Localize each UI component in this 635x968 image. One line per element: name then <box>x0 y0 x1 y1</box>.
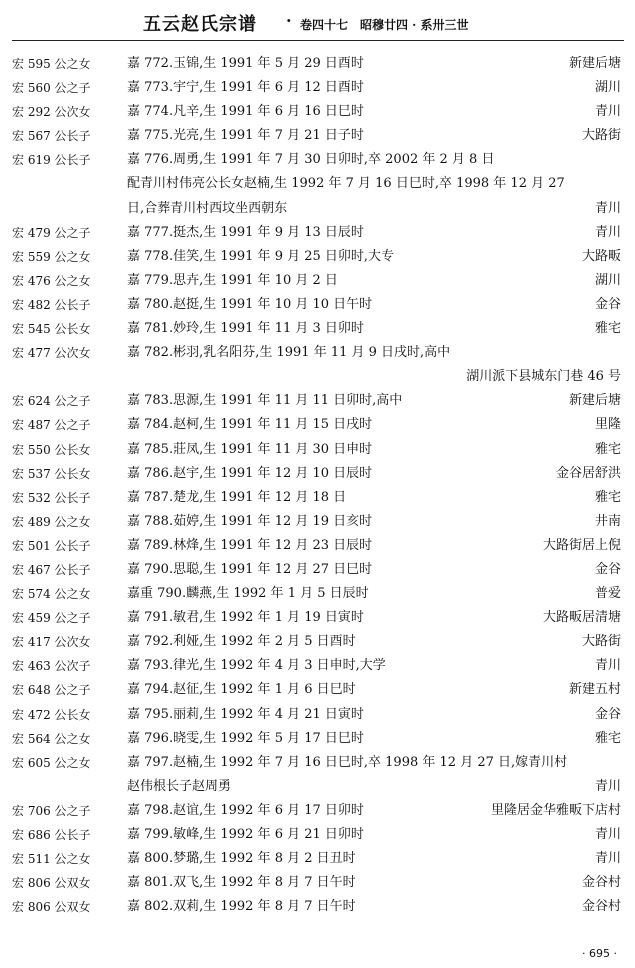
entry-row <box>0 751 635 775</box>
entry-row <box>0 413 635 437</box>
entry-text: 嘉 799.敏峰,生 1992 年 6 月 21 日卯时 <box>127 827 364 842</box>
entry-text: 赵伟根长子赵周勇 <box>127 778 232 794</box>
entry-row <box>0 895 635 919</box>
entry-row <box>0 727 635 751</box>
entry-row <box>0 438 635 462</box>
entry-text: 嘉 785.莊凤,生 1991 年 11 月 30 日申时 <box>127 441 373 457</box>
father-ref: 宏 459 公之子 <box>12 611 91 626</box>
entry-text: 嘉 774.凡辛,生 1991 年 6 月 16 日巳时 <box>127 104 364 120</box>
entry-text: 嘉 772.玉锦,生 1991 年 5 月 29 日酉时 <box>127 56 364 71</box>
entry-text: 嘉 789.林烽,生 1991 年 12 月 23 日辰时 <box>127 537 373 553</box>
entry-text: 嘉 788.茹婷,生 1991 年 12 月 19 日亥时 <box>127 513 373 529</box>
entry-text: 嘉 790.思聪,生 1991 年 12 月 27 日巳时 <box>127 561 373 577</box>
entry-row <box>0 148 635 172</box>
father-ref: 宏 648 公之子 <box>12 683 91 698</box>
father-ref: 宏 482 公长子 <box>12 297 91 312</box>
volume-subtitle: 卷四十七 昭穆廿四 · 系卅三世 <box>300 18 469 32</box>
entry-text: 嘉 777.挺杰,生 1991 年 9 月 13 日辰时 <box>127 224 364 240</box>
residence: 雅宅 <box>594 441 621 457</box>
father-ref: 宏 463 公次子 <box>12 659 91 674</box>
father-ref: 宏 624 公之子 <box>12 394 91 409</box>
father-ref: 宏 595 公之女 <box>12 57 91 71</box>
father-ref: 宏 472 公长女 <box>12 707 91 722</box>
entry-text: 嘉 778.佳笑,生 1991 年 9 月 25 日卯时,大专 <box>127 248 395 264</box>
residence: 金谷居舒洪 <box>555 465 621 481</box>
book-title: 五云赵氏宗谱 <box>143 14 257 35</box>
entry-row <box>0 823 635 847</box>
entry-row <box>0 197 635 221</box>
entry-row <box>0 221 635 245</box>
father-ref: 宏 467 公长子 <box>12 562 91 577</box>
residence: 大路街 <box>581 634 621 650</box>
entry-text: 嘉 784.赵柯,生 1991 年 11 月 15 日戌时 <box>127 417 373 433</box>
entry-row <box>0 365 635 389</box>
entry-row <box>0 510 635 534</box>
residence: 金谷 <box>594 296 621 312</box>
entry-row <box>0 486 635 510</box>
entry-row <box>0 558 635 582</box>
father-ref: 宏 489 公之女 <box>12 514 91 529</box>
genealogy-entries <box>0 52 635 919</box>
residence: 青川 <box>594 224 621 240</box>
entry-text: 嘉 796.晓雯,生 1992 年 5 月 17 日巳时 <box>127 730 364 746</box>
entry-row <box>0 582 635 606</box>
father-ref: 宏 550 公长女 <box>12 442 91 457</box>
residence: 青川 <box>594 658 621 674</box>
father-ref: 宏 560 公之子 <box>12 81 91 96</box>
father-ref: 宏 292 公次女 <box>12 105 91 120</box>
residence: 金谷村 <box>581 899 621 915</box>
entry-row <box>0 341 635 365</box>
entry-text: 嘉 793.律光,生 1992 年 4 月 3 日申时,大学 <box>127 658 386 674</box>
entry-row <box>0 317 635 341</box>
residence: 雅宅 <box>594 321 621 337</box>
father-ref: 宏 686 公长子 <box>12 828 91 842</box>
father-ref: 宏 476 公之女 <box>12 273 91 288</box>
residence: 金谷 <box>594 706 621 722</box>
residence: 新建后塘 <box>568 56 621 71</box>
residence: 湖川 <box>594 272 621 288</box>
father-ref: 宏 806 公双女 <box>12 876 91 891</box>
father-ref: 宏 574 公之女 <box>12 587 91 602</box>
entry-row <box>0 654 635 678</box>
entry-text: 嘉 797.赵楠,生 1992 年 7 月 16 日巳时,卒 1998 年 12 月 27 日,嫁青川村 <box>127 754 568 770</box>
entry-row <box>0 269 635 293</box>
father-ref: 宏 501 公长子 <box>12 538 91 553</box>
father-ref: 宏 605 公之女 <box>12 755 91 770</box>
residence: 青川 <box>594 851 621 867</box>
entry-text: 嘉 779.思卉,生 1991 年 10 月 2 日 <box>127 272 338 288</box>
father-ref: 宏 417 公次女 <box>12 635 91 650</box>
entry-row <box>0 847 635 871</box>
entry-row <box>0 293 635 317</box>
residence: 金谷村 <box>581 875 621 891</box>
residence: 青川 <box>594 778 621 794</box>
residence: 大路街 <box>581 128 621 144</box>
entry-text: 嘉 786.赵宇,生 1991 年 12 月 10 日辰时 <box>127 465 373 481</box>
residence: 雅宅 <box>594 489 621 505</box>
father-ref: 宏 806 公双女 <box>12 900 91 915</box>
entry-text: 嘉 775.光亮,生 1991 年 7 月 21 日子时 <box>127 128 364 144</box>
entry-text: 嘉 781.妙玲,生 1991 年 11 月 3 日卯时 <box>127 321 364 337</box>
residence: 大路畈 <box>581 248 621 264</box>
residence: 普爱 <box>594 586 621 602</box>
entry-row <box>0 124 635 148</box>
entry-text: 嘉 801.双飞,生 1992 年 8 月 7 日午时 <box>127 875 356 891</box>
father-ref: 宏 567 公长子 <box>12 129 91 144</box>
father-ref: 宏 511 公之女 <box>12 852 91 867</box>
entry-text: 嘉 780.赵挺,生 1991 年 10 月 10 日午时 <box>127 296 373 312</box>
residence: 新建五村 <box>568 682 621 698</box>
title-separator: · <box>286 11 292 30</box>
father-ref: 宏 619 公长子 <box>12 153 91 168</box>
entry-row <box>0 100 635 124</box>
residence: 井南 <box>594 513 621 529</box>
father-ref: 宏 559 公之女 <box>12 249 91 264</box>
entry-row <box>0 871 635 895</box>
father-ref: 宏 545 公长女 <box>12 322 91 337</box>
residence: 里隆 <box>594 417 621 433</box>
entry-text: 嘉 791.敏君,生 1992 年 1 月 19 日寅时 <box>127 610 364 626</box>
residence: 青川 <box>594 200 621 216</box>
entry-text: 嘉 798.赵谊,生 1992 年 6 月 17 日卯时 <box>127 802 364 818</box>
entry-text: 嘉 773.宇宁,生 1991 年 6 月 12 日酉时 <box>127 80 364 96</box>
father-ref: 宏 477 公次女 <box>12 346 91 361</box>
entry-text: 嘉重 790.麟燕,生 1992 年 1 月 5 日辰时 <box>127 586 369 602</box>
entry-text: 嘉 794.赵征,生 1992 年 1 月 6 日巳时 <box>127 682 356 698</box>
entry-row <box>0 775 635 799</box>
entry-row <box>0 534 635 558</box>
residence: 大路畈居清塘 <box>542 610 621 626</box>
father-ref: 宏 564 公之女 <box>12 731 91 746</box>
entry-row <box>0 703 635 727</box>
entry-text: 嘉 795.丽莉,生 1992 年 4 月 21 日寅时 <box>127 706 364 722</box>
entry-text: 嘉 782.彬羽,乳名阳芬,生 1991 年 11 月 9 日戌时,高中 <box>127 345 451 361</box>
entry-row <box>0 678 635 702</box>
residence: 新建后塘 <box>568 393 621 409</box>
entry-text: 嘉 802.双莉,生 1992 年 8 月 7 日午时 <box>127 899 356 915</box>
residence: 湖川派下县城东门巷 46 号 <box>466 369 621 385</box>
father-ref: 宏 532 公长子 <box>12 490 91 505</box>
residence: 青川 <box>594 104 621 120</box>
entry-row <box>0 52 635 76</box>
entry-text: 嘉 783.思源,生 1991 年 11 月 11 日卯时,高中 <box>127 393 403 409</box>
page-header <box>0 0 635 40</box>
header-rule <box>12 40 624 41</box>
entry-row <box>0 76 635 100</box>
entry-row <box>0 799 635 823</box>
entry-row <box>0 606 635 630</box>
entry-text: 日,合葬青川村西坟坐西朝东 <box>127 200 288 216</box>
entry-row <box>0 630 635 654</box>
father-ref: 宏 537 公长女 <box>12 466 91 481</box>
residence: 金谷 <box>594 561 621 577</box>
father-ref: 宏 479 公之子 <box>12 225 91 240</box>
residence: 青川 <box>594 827 621 842</box>
entry-row <box>0 172 635 196</box>
residence: 大路街居上倪 <box>542 537 621 553</box>
entry-text: 嘉 800.梦璐,生 1992 年 8 月 2 日丑时 <box>127 851 356 867</box>
residence: 湖川 <box>594 80 621 96</box>
entry-text: 嘉 792.利娅,生 1992 年 2 月 5 日酉时 <box>127 634 356 650</box>
residence: 雅宅 <box>594 730 621 746</box>
residence: 里隆居金华雅畈下店村 <box>490 802 621 818</box>
entry-text: 嘉 776.周勇,生 1991 年 7 月 30 日卯时,卒 2002 年 2 月 8 日 <box>127 152 495 168</box>
entry-text: 嘉 787.楚龙,生 1991 年 12 月 18 日 <box>127 489 347 505</box>
entry-row <box>0 389 635 413</box>
page-number: · 695 · <box>582 947 617 960</box>
entry-text: 配青川村伟亮公长女赵楠,生 1992 年 7 月 16 日巳时,卒 1998 年 12 月 27 <box>127 176 565 192</box>
entry-row <box>0 245 635 269</box>
father-ref: 宏 706 公之子 <box>12 803 91 818</box>
entry-row <box>0 462 635 486</box>
father-ref: 宏 487 公之子 <box>12 418 91 433</box>
